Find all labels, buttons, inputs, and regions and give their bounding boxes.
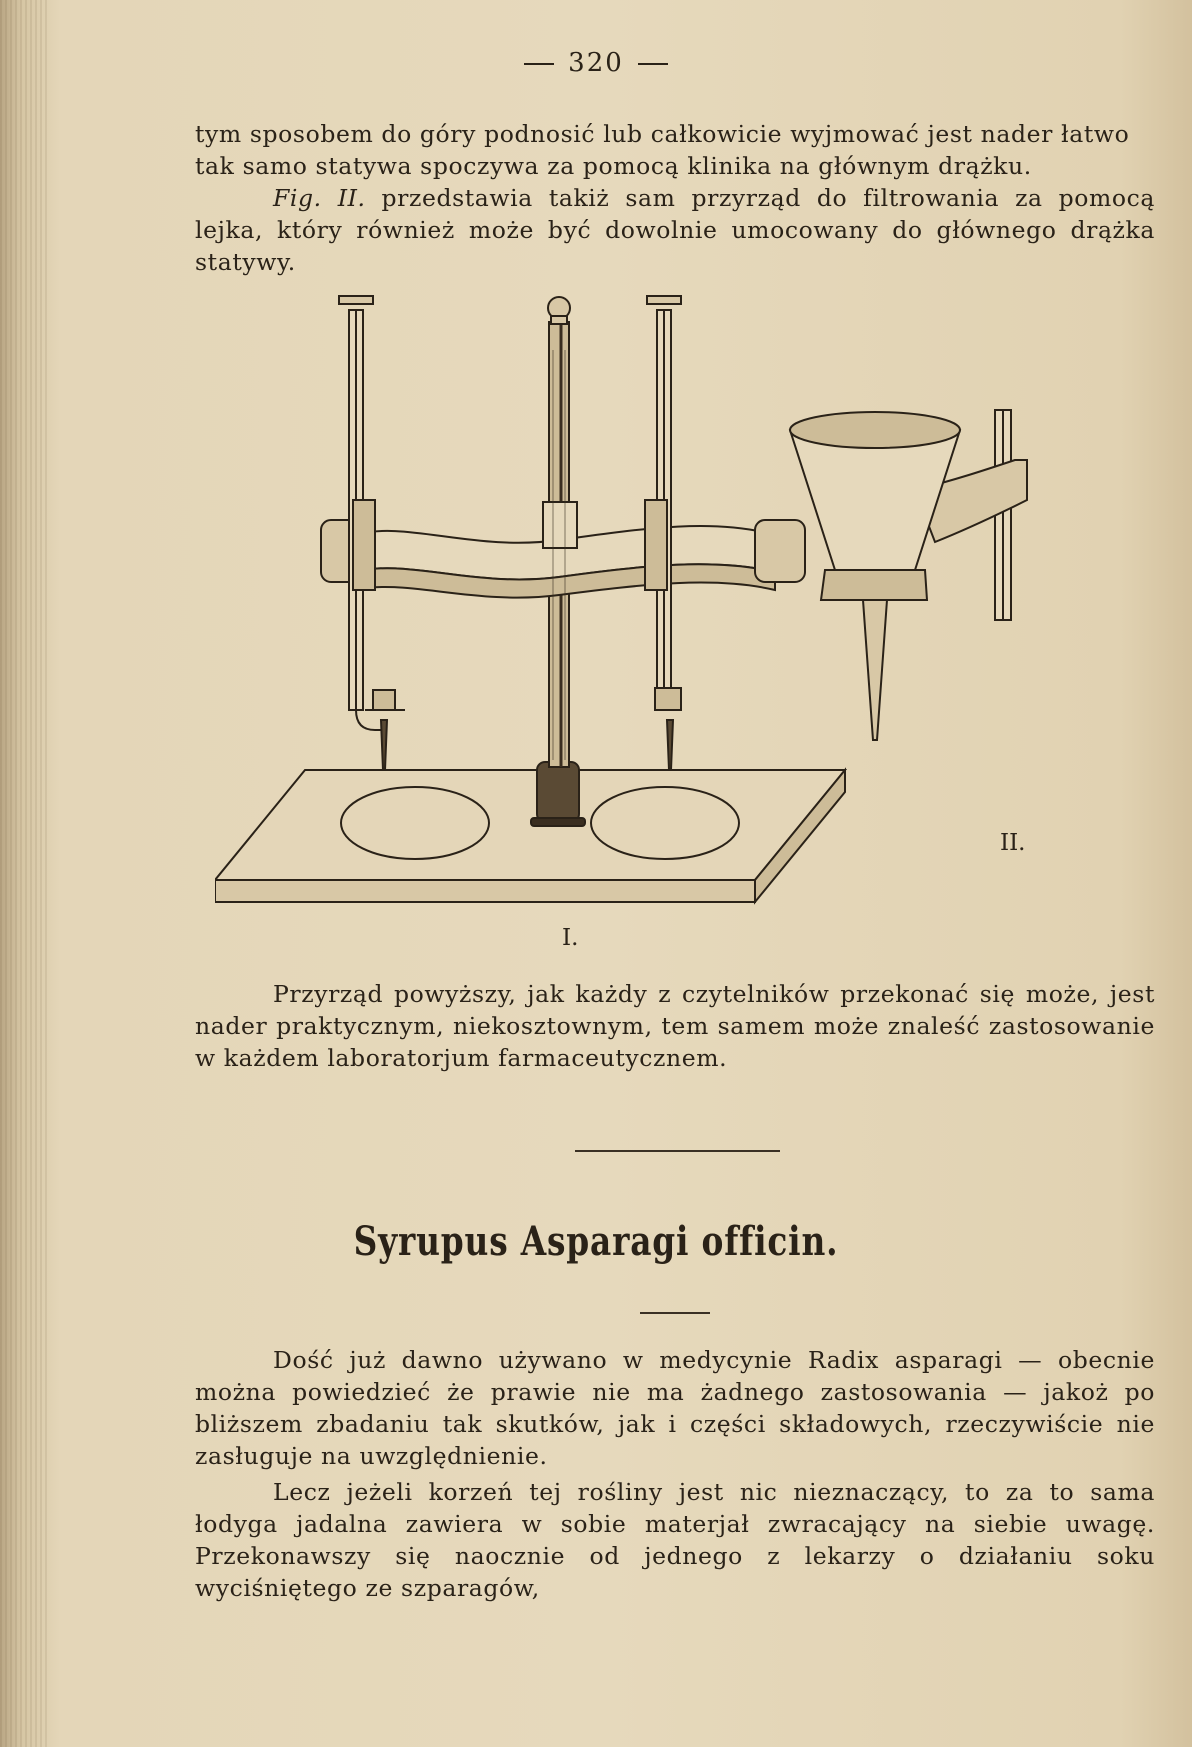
paragraph-1: Dość już dawno używano w medycynie Radix asparagi — obecnie można powiedzieć że prawie nie ma żadnego zastosowania — jakoż po bliższem zbadaniu tak skutków, jak i części składowych, rzeczywiście nie zasługuje na uwzględnienie. (195, 1346, 1155, 1470)
intro-text (195, 118, 1155, 278)
fig-reference: Fig. II. (273, 184, 366, 212)
central-rod-foot (537, 762, 579, 822)
title-underline (640, 1312, 710, 1314)
stand-base (215, 770, 845, 880)
section-divider (575, 1150, 780, 1152)
apparatus-engraving (215, 290, 1175, 930)
paragraph-2: Lecz jeżeli korzeń tej rośliny jest nic nieznaczący, to za to sama łodyga jadalna zawiera w sobie materjał zwracający na siebie uwagę. Przekonawszy się naocznie od jednego z lekarzy o działaniu soku wyciśniętego ze szparagów, (195, 1478, 1155, 1602)
fig-paragraph-text: przedstawia takiż sam przyrząd do filtrowania za pomocą lejka, który również może być dowolnie umocowany do głównego drążka statywy. (195, 184, 1156, 276)
stopcock-right (655, 688, 681, 710)
intro-line-2: tak samo statywa spoczywa za pomocą klinika na głównym drążku. (195, 152, 1032, 180)
dash-left (524, 63, 554, 65)
fig-paragraph (195, 182, 1155, 278)
body-text (195, 1344, 1155, 1604)
section-title: Syrupus Asparagi officin. (353, 1218, 839, 1265)
after-figure-text (195, 978, 1155, 1074)
figure-label-1: I. (562, 925, 579, 951)
dash-right (638, 63, 668, 65)
after-figure-paragraph: Przyrząd powyższy, jak każdy z czytelników przekonać się może, jest nader praktycznym, niekosztownym, tem samem może znaleść zastosowanie w każdem laboratorjum farmaceutycznem. (195, 980, 1155, 1072)
clamp-right (755, 520, 805, 582)
funnel-stem (863, 600, 887, 740)
intro-line-1: tym sposobem do góry podnosić lub całkowicie wyjmować jest nader łatwo (195, 120, 1130, 148)
page-gutter (0, 0, 48, 1747)
figure-label-2: II. (1000, 830, 1026, 856)
stopcock-left (373, 690, 395, 710)
page-number: 320 (0, 48, 1192, 78)
